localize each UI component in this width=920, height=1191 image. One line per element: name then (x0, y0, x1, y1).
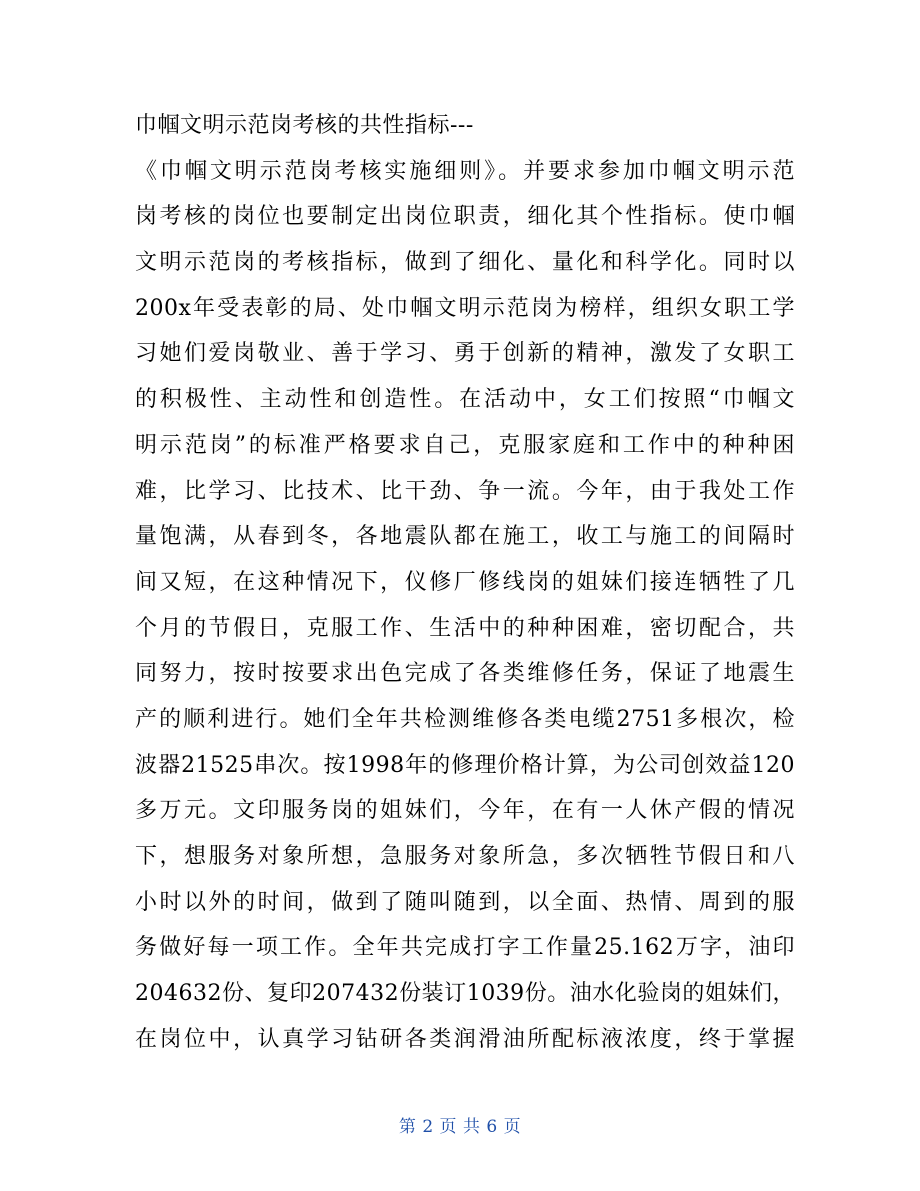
text-line-7: 的积极性、主动性和创造性。在活动中，女工们按照“巾帼文 (135, 387, 795, 413)
text-line-14: 产的顺利进行。她们全年共检测维修各类电缆2751多根次，检 (135, 706, 795, 732)
text-line-19: 务做好每一项工作。全年共完成打字工作量25.162万字，油印 (135, 935, 795, 961)
text-line-15: 波器21525串次。按1998年的修理价格计算，为公司创效益120 (135, 752, 795, 778)
text-line-5: 200x年受表彰的局、处巾帼文明示范岗为榜样，组织女职工学 (135, 295, 795, 321)
text-line-20: 204632份、复印207432份装订1039份。油水化验岗的姐妹们， (135, 981, 795, 1007)
text-line-3: 岗考核的岗位也要制定出岗位职责，细化其个性指标。使巾帼 (135, 204, 795, 230)
text-line-1: 巾帼文明示范岗考核的共性指标--- (135, 113, 474, 138)
text-line-17: 下，想服务对象所想，急服务对象所急，多次牺牲节假日和八 (135, 844, 795, 869)
text-line-18: 小时以外的时间，做到了随叫随到，以全面、热情、周到的服 (135, 889, 795, 915)
text-line-16: 多万元。文印服务岗的姐妹们，今年，在有一人休产假的情况 (135, 798, 795, 824)
body-text (135, 103, 795, 1062)
text-line-8: 明示范岗”的标准严格要求自己，克服家庭和工作中的种种困 (135, 432, 795, 458)
text-line-12: 个月的节假日，克服工作、生活中的种种困难，密切配合，共 (135, 615, 795, 641)
page-number-footer: 第 2 页 共 6 页 (398, 1117, 522, 1137)
text-line-9: 难，比学习、比技术、比干劲、争一流。今年，由于我处工作 (135, 478, 795, 504)
text-line-6: 习她们爱岗敬业、善于学习、勇于创新的精神，激发了女职工 (135, 341, 795, 367)
text-line-2: 《巾帼文明示范岗考核实施细则》。并要求参加巾帼文明示范 (135, 158, 795, 184)
text-line-21: 在岗位中，认真学习钻研各类润滑油所配标液浓度，终于掌握 (135, 1026, 795, 1052)
text-line-13: 同努力，按时按要求出色完成了各类维修任务，保证了地震生 (135, 661, 795, 687)
text-line-4: 文明示范岗的考核指标，做到了细化、量化和科学化。同时以 (135, 250, 795, 276)
text-line-10: 量饱满，从春到冬，各地震队都在施工，收工与施工的间隔时 (135, 524, 795, 550)
text-line-11: 间又短，在这种情况下，仪修厂修线岗的姐妹们接连牺牲了几 (135, 569, 795, 595)
